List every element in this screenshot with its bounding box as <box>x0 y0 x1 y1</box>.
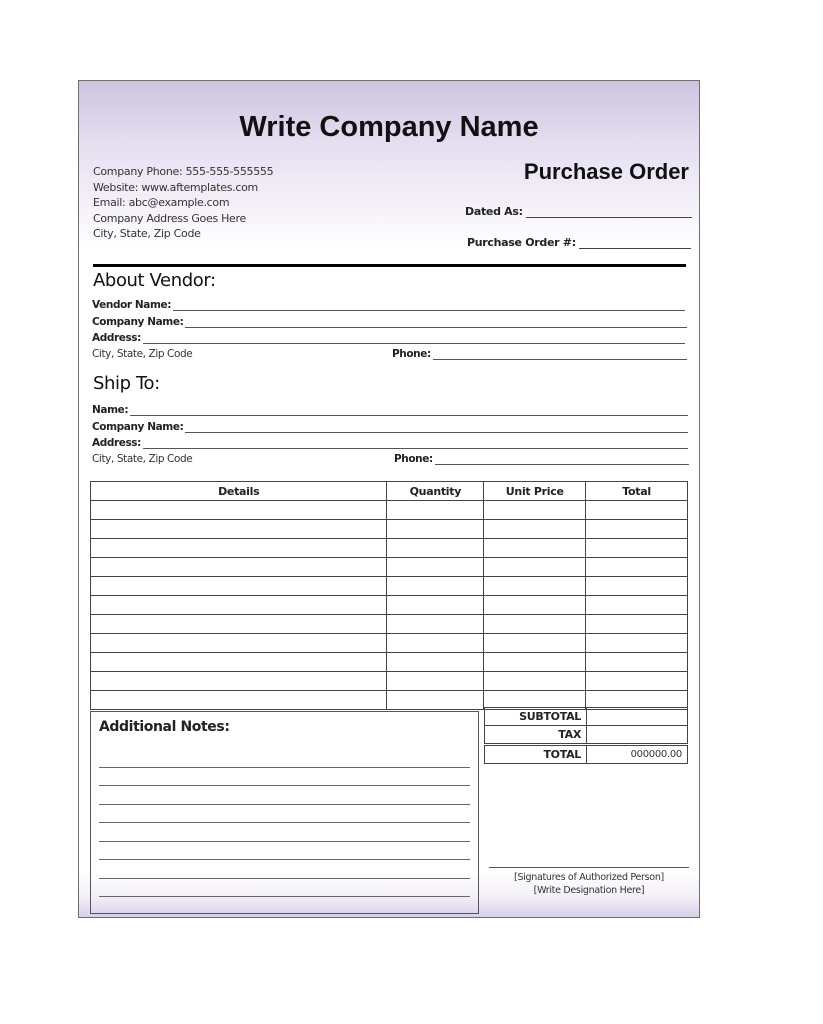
company-address: Company Address Goes Here <box>93 211 246 225</box>
unit-price-cell[interactable] <box>484 558 586 577</box>
ship-to-address-input[interactable] <box>143 438 688 449</box>
totals-table <box>484 707 688 764</box>
table-row <box>91 577 688 596</box>
company-email: Email: abc@example.com <box>93 196 230 209</box>
total-row <box>485 745 688 764</box>
additional-notes-box[interactable] <box>90 711 479 914</box>
total-cell[interactable] <box>586 596 688 615</box>
total-cell[interactable] <box>586 615 688 634</box>
tax-label: TAX <box>485 726 587 745</box>
document-title: Purchase Order <box>523 159 689 184</box>
total-cell[interactable] <box>586 672 688 691</box>
ship-to-city-state-zip[interactable]: City, State, Zip Code <box>92 453 193 465</box>
details-cell[interactable] <box>91 577 387 596</box>
ship-to-phone-input[interactable] <box>435 454 689 465</box>
ship-to-section-title: Ship To: <box>93 373 160 394</box>
dated-as-field[interactable] <box>465 205 692 218</box>
details-cell[interactable] <box>91 653 387 672</box>
notes-line[interactable] <box>99 841 470 842</box>
items-table-header <box>91 482 688 501</box>
po-number-input[interactable] <box>579 238 691 249</box>
total-cell[interactable] <box>586 501 688 520</box>
total-label: TOTAL <box>485 745 587 764</box>
column-header-unit-price: Unit Price <box>484 482 586 501</box>
header-divider <box>93 264 686 267</box>
ship-to-name-input[interactable] <box>130 405 688 416</box>
signature-line[interactable] <box>489 867 689 868</box>
table-row <box>91 672 688 691</box>
tax-row <box>485 726 688 745</box>
quantity-cell[interactable] <box>387 672 484 691</box>
total-cell[interactable] <box>586 653 688 672</box>
notes-line[interactable] <box>99 822 470 823</box>
vendor-name-input[interactable] <box>173 300 685 311</box>
vendor-company-name-label: Company Name: <box>92 316 184 328</box>
unit-price-cell[interactable] <box>484 539 586 558</box>
table-row <box>91 520 688 539</box>
quantity-cell[interactable] <box>387 615 484 634</box>
quantity-cell[interactable] <box>387 558 484 577</box>
quantity-cell[interactable] <box>387 634 484 653</box>
company-phone: Company Phone: 555-555-555555 <box>93 165 274 178</box>
column-header-total: Total <box>586 482 688 501</box>
details-cell[interactable] <box>91 634 387 653</box>
column-header-details: Details <box>91 482 387 501</box>
table-row <box>91 634 688 653</box>
quantity-cell[interactable] <box>387 577 484 596</box>
dated-as-label: Dated As: <box>465 205 523 218</box>
ship-to-company-name-label: Company Name: <box>92 421 184 433</box>
purchase-order-page <box>78 80 700 918</box>
po-number-label: Purchase Order #: <box>467 236 576 249</box>
notes-line[interactable] <box>99 767 470 768</box>
unit-price-cell[interactable] <box>484 596 586 615</box>
signature-block[interactable] <box>489 867 689 897</box>
details-cell[interactable] <box>91 558 387 577</box>
designation-caption: [Write Designation Here] <box>533 885 645 896</box>
unit-price-cell[interactable] <box>484 577 586 596</box>
table-row <box>91 501 688 520</box>
additional-notes-title: Additional Notes: <box>99 719 230 735</box>
table-row <box>91 653 688 672</box>
subtotal-label: SUBTOTAL <box>485 708 587 726</box>
details-cell[interactable] <box>91 539 387 558</box>
notes-line[interactable] <box>99 859 470 860</box>
details-cell[interactable] <box>91 596 387 615</box>
ship-to-address-field[interactable] <box>92 436 688 449</box>
company-name: Write Company Name <box>239 111 539 143</box>
ship-to-address-label: Address: <box>92 437 141 449</box>
po-number-field[interactable] <box>467 236 691 249</box>
notes-line[interactable] <box>99 804 470 805</box>
notes-line[interactable] <box>99 878 470 879</box>
subtotal-row <box>485 708 688 726</box>
quantity-cell[interactable] <box>387 653 484 672</box>
unit-price-cell[interactable] <box>484 672 586 691</box>
notes-line[interactable] <box>99 896 470 897</box>
company-contact-info <box>93 164 273 242</box>
vendor-address-label: Address: <box>92 332 141 344</box>
total-cell[interactable] <box>586 520 688 539</box>
unit-price-cell[interactable] <box>484 520 586 539</box>
vendor-phone-input[interactable] <box>433 349 687 360</box>
dated-as-input[interactable] <box>526 207 692 218</box>
quantity-cell[interactable] <box>387 520 484 539</box>
vendor-name-field[interactable] <box>92 298 685 311</box>
vendor-address-input[interactable] <box>143 333 685 344</box>
column-header-quantity: Quantity <box>387 482 484 501</box>
quantity-cell[interactable] <box>387 691 484 710</box>
details-cell[interactable] <box>91 672 387 691</box>
company-city-state-zip: City, State, Zip Code <box>93 227 201 240</box>
unit-price-cell[interactable] <box>484 634 586 653</box>
tax-value[interactable] <box>587 726 688 745</box>
subtotal-value[interactable] <box>587 708 688 726</box>
ship-to-phone-field[interactable] <box>394 452 689 465</box>
ship-to-phone-label: Phone: <box>394 453 433 465</box>
unit-price-cell[interactable] <box>484 501 586 520</box>
total-cell[interactable] <box>586 558 688 577</box>
total-value[interactable]: 000000.00 <box>587 745 688 764</box>
vendor-address-field[interactable] <box>92 331 685 344</box>
items-table <box>90 481 688 710</box>
vendor-phone-label: Phone: <box>392 348 431 360</box>
table-row <box>91 615 688 634</box>
ship-to-company-name-field[interactable] <box>92 420 688 433</box>
details-cell[interactable] <box>91 501 387 520</box>
quantity-cell[interactable] <box>387 596 484 615</box>
ship-to-name-field[interactable] <box>92 403 688 416</box>
details-cell[interactable] <box>91 691 387 710</box>
vendor-company-name-field[interactable] <box>92 315 687 328</box>
vendor-name-label: Vendor Name: <box>92 299 172 311</box>
details-cell[interactable] <box>91 615 387 634</box>
vendor-company-name-input[interactable] <box>185 317 687 328</box>
ship-to-name-label: Name: <box>92 404 129 416</box>
unit-price-cell[interactable] <box>484 653 586 672</box>
vendor-section-title: About Vendor: <box>93 270 216 291</box>
unit-price-cell[interactable] <box>484 615 586 634</box>
ship-to-company-name-input[interactable] <box>185 422 688 433</box>
signature-caption: [Signatures of Authorized Person] <box>514 872 664 883</box>
table-row <box>91 558 688 577</box>
total-cell[interactable] <box>586 539 688 558</box>
vendor-city-state-zip[interactable]: City, State, Zip Code <box>92 348 193 360</box>
notes-line[interactable] <box>99 785 470 786</box>
quantity-cell[interactable] <box>387 501 484 520</box>
table-row <box>91 596 688 615</box>
total-cell[interactable] <box>586 634 688 653</box>
quantity-cell[interactable] <box>387 539 484 558</box>
details-cell[interactable] <box>91 520 387 539</box>
vendor-phone-field[interactable] <box>392 347 687 360</box>
company-website: Website: www.aftemplates.com <box>93 180 258 194</box>
table-row <box>91 539 688 558</box>
total-cell[interactable] <box>586 577 688 596</box>
